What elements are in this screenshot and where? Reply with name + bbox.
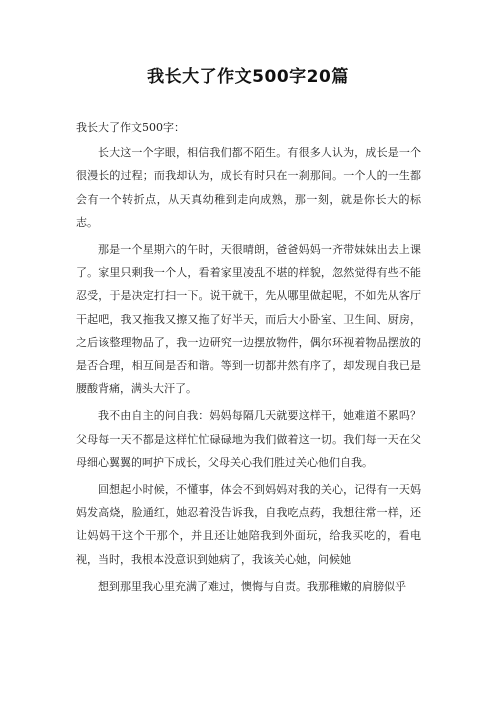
document-title: 我长大了作文500字20篇 — [147, 67, 349, 87]
paragraph-3: 我不由自主的问自我：妈妈每隔几天就要这样干，她难道不累吗？父母每一天不都是这样忙忙碌碌地为我们做着这一切。我们每一天在父母细心翼翼的呵护下成长，父母关心我们胜过关心他们自我。 — [76, 409, 421, 469]
paragraph-5: 想到那里我心里充满了难过，懊悔与自责。我那稚嫩的肩膀似乎 — [98, 579, 406, 593]
paragraph-4: 回想起小时候，不懂事，体会不到妈妈对我的关心，记得有一天妈妈发高烧，脸通红，她忍着没告诉我，自我吃点药，我想往常一样，还让妈妈干这个干那个，并且还让她陪我到外面玩，给我买吃的，看电视，当时，我根本没意识到她病了，我该关心她，问候她 — [76, 483, 421, 566]
document-body — [76, 116, 421, 602]
intro-line: 我长大了作文500字： — [76, 121, 185, 134]
paragraph-1: 长大这一个字眼，相信我们都不陌生。有很多人认为，成长是一个很漫长的过程；而我却认为，成长有时只在一刹那间。一个人的一生都会有一个转折点，从天真幼稚到走向成熟，那一刻，就是你长大的标志。 — [76, 146, 421, 229]
paragraph-2: 那是一个星期六的午时，天很晴朗，爸爸妈妈一齐带妹妹出去上课了。家里只剩我一个人，看着家里凌乱不堪的样貌，忽然觉得有些不能忍受，于是决定打扫一下。说干就干，先从哪里做起呢，不如先从客厅干起吧，我又拖我又擦又拖了好半天，而后大小卧室、卫生间、厨房，之后该整理物品了，我一边研究一边摆放物件，偶尔环视着物品摆放的是否合理，相互间是否和谐。等到一切都井然有序了，却发现自我已是腰酸背痛，满头大汗了。 — [76, 243, 421, 396]
